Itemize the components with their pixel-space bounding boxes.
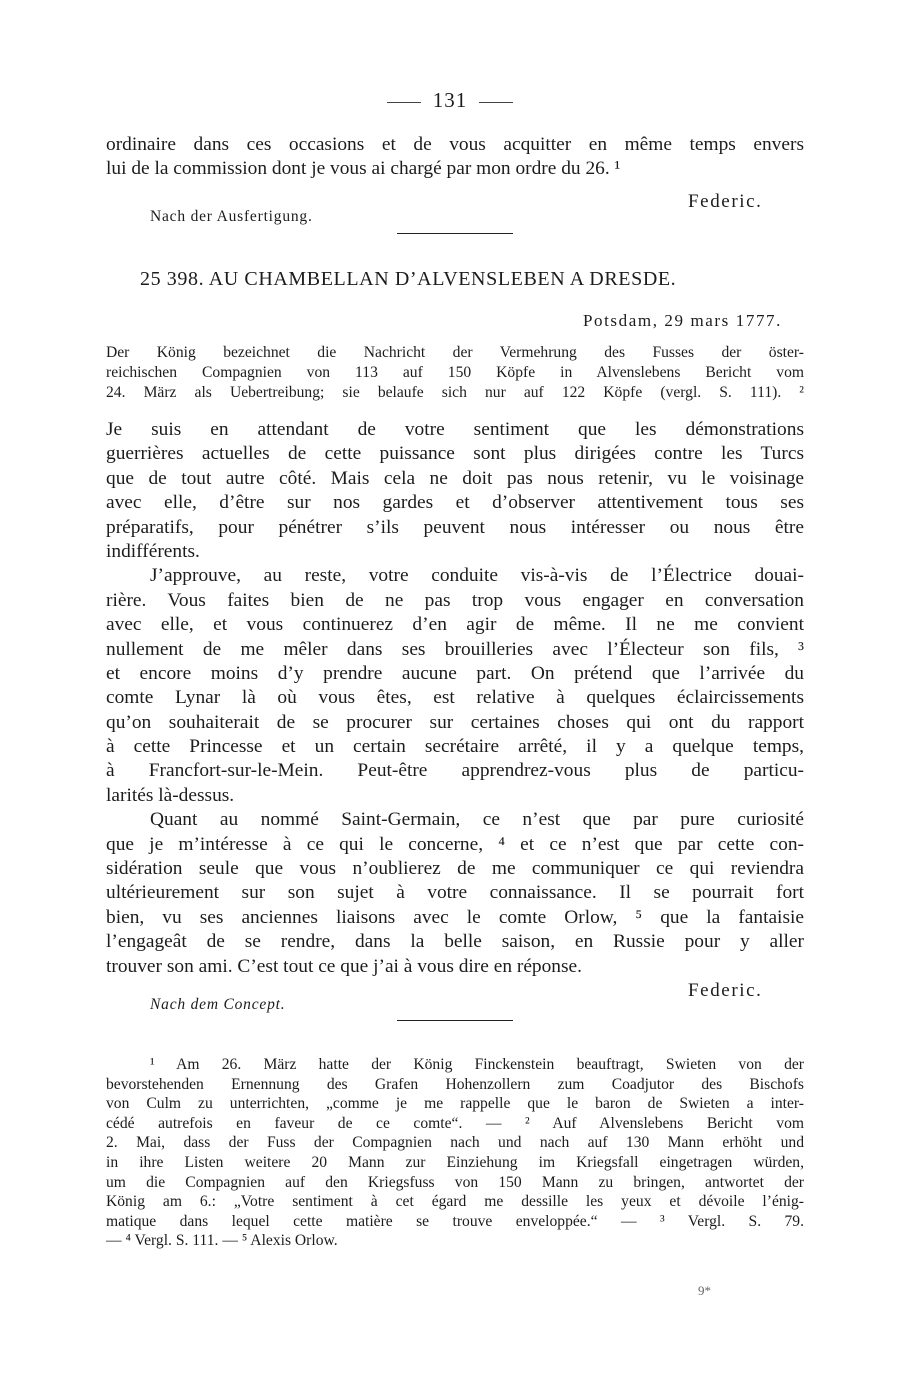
letter-paragraph bbox=[106, 564, 804, 808]
paragraph-line: qu’on souhaiterait de se procurer sur certaines choses qui ont du rapport bbox=[106, 711, 804, 733]
letter-dateline: Potsdam, 29 mars 1777. bbox=[582, 311, 782, 330]
printer-signature-mark: 9* bbox=[698, 1283, 711, 1298]
paragraph-line: Quant au nommé Saint-Germain, ce n’est que par pure curiosité bbox=[150, 809, 804, 831]
paragraph-line: et encore moins d’y prendre aucune part. On prétend que l’arrivée du bbox=[106, 662, 804, 684]
paragraph-line: l’engageât de se rendre, dans la belle saison, en Russie pour y aller bbox=[106, 931, 804, 953]
summary-line: 24. März als Uebertreibung; sie belaufe sich nur auf 122 Köpfe (vergl. S. 111). ² bbox=[106, 383, 804, 401]
summary-line: Der König bezeichnet die Nachricht der Vermehrung des Fusses der öster- bbox=[106, 344, 804, 361]
paragraph-line: trouver son ami. C’est tout ce que j’ai à vous dire en réponse. bbox=[106, 955, 583, 977]
paragraph-line: ultérieurement sur son sujet à votre connaissance. Il se pourrait fort bbox=[106, 882, 804, 904]
footnote-line: König am 6.: „Votre sentiment à cet égard me dessille les yeux et dévoile l’énig- bbox=[106, 1193, 804, 1211]
letter-heading: 25 398. AU CHAMBELLAN D’ALVENSLEBEN A DRESDE. bbox=[140, 268, 677, 290]
footnote-line: 2. Mai, dass der Fuss der Compagnien nach und nach auf 130 Mann erhöht und bbox=[106, 1134, 804, 1152]
paragraph-line: avec elle, et vous continuerez d’en agir de même. Il ne me convient bbox=[106, 614, 804, 636]
paragraph-line: comte Lynar là où vous êtes, est relative à quelques éclaircissements bbox=[106, 687, 804, 709]
summary-line: reichischen Compagnien von 113 auf 150 Köpfe in Alvenslebens Bericht vom bbox=[106, 363, 804, 381]
paragraph-line: avec elle, d’être sur nos gardes et d’observer attentivement tous ses bbox=[106, 492, 804, 514]
paragraph-line: que je m’intéresse à ce qui le concerne, ⁴ et ce n’est que par cette con- bbox=[106, 833, 804, 855]
paragraph-line: à cette Princesse et un certain secrétaire arrêté, il y a quelque temps, bbox=[106, 736, 804, 758]
footnote-line: — ⁴ Vergl. S. 111. — ⁵ Alexis Orlow. bbox=[106, 1232, 338, 1250]
paragraph-line: nullement de me mêler dans ses brouilleries avec l’Électeur son fils, ³ bbox=[106, 638, 804, 660]
paragraph-line: à Francfort-sur-le-Mein. Peut-être apprendrez-vous plus de particu- bbox=[106, 760, 804, 782]
paragraph-line: que de tout autre côté. Mais cela ne doit pas nous retenir, vu le voisinage bbox=[106, 467, 804, 489]
paragraph-line: Je suis en attendant de votre sentiment que les démonstrations bbox=[106, 419, 804, 440]
letter-paragraph bbox=[106, 808, 804, 979]
footnote-line: von Culm zu unterrichten, „comme je me rappelle que le baron de Swieten a inter- bbox=[106, 1095, 804, 1113]
paragraph-line: indifférents. bbox=[106, 540, 200, 562]
letter-paragraph bbox=[106, 418, 804, 564]
paragraph-line: bien, vu ses anciennes liaisons avec le comte Orlow, ⁵ que la fantaisie bbox=[106, 906, 804, 928]
intro-source-note: Nach der Ausfertigung. bbox=[150, 208, 313, 225]
footnotes bbox=[106, 1055, 804, 1251]
footnote-line: matique dans lequel cette matière se trouve enveloppée.“ — ³ Vergl. S. 79. bbox=[106, 1212, 804, 1230]
footnote-line: in ihre Listen weitere 20 Mann zur Einziehung im Kriegsfall eingetragen würden, bbox=[106, 1153, 804, 1171]
section-divider bbox=[397, 1020, 513, 1021]
paragraph-line: larités là-dessus. bbox=[106, 784, 235, 806]
footnote-line: bevorstehenden Ernennung des Grafen Hohenzollern zum Coadjutor des Bischofs bbox=[106, 1075, 804, 1093]
page-number bbox=[0, 88, 900, 113]
paragraph-line: J’approuve, au reste, votre conduite vis-à-vis de l’Électrice douai- bbox=[150, 565, 804, 587]
letter-source-note: Nach dem Concept. bbox=[150, 996, 286, 1013]
intro-signature: Federic. bbox=[688, 191, 763, 212]
letter-signature: Federic. bbox=[688, 980, 763, 1001]
paragraph-line: guerrières actuelles de cette puissance sont plus dirigées contre les Turcs bbox=[106, 443, 804, 465]
page-number-dash-right bbox=[479, 102, 513, 103]
footnote-line: ¹ Am 26. März hatte der König Finckenstein beauftragt, Swieten von der bbox=[150, 1056, 804, 1073]
letter-summary bbox=[106, 343, 804, 402]
intro-text bbox=[106, 133, 804, 182]
page-number-text: 131 bbox=[432, 88, 468, 112]
paragraph-line: préparatifs, pour pénétrer s’ils peuvent nous intéresser ou nous être bbox=[106, 516, 804, 538]
paragraph-line: rière. Vous faites bien de ne pas trop vous engager en conversation bbox=[106, 589, 804, 611]
footnote-line: um die Compagnien auf den Kriegsfuss von 150 Mann zu bringen, antwortet der bbox=[106, 1173, 804, 1191]
page-number-dash-left bbox=[387, 102, 421, 103]
paragraph-line: sidération seule que vous n’oublierez de me communiquer ce qui reviendra bbox=[106, 858, 804, 880]
intro-line: ordinaire dans ces occasions et de vous acquitter en même temps envers bbox=[106, 134, 804, 155]
intro-line: lui de la commission dont je vous ai chargé par mon ordre du 26. ¹ bbox=[106, 158, 621, 180]
letter-body bbox=[106, 418, 804, 979]
footnote-line: cédé autrefois en faveur de ce comte“. — ² Auf Alvenslebens Bericht vom bbox=[106, 1114, 804, 1132]
section-divider bbox=[397, 233, 513, 234]
